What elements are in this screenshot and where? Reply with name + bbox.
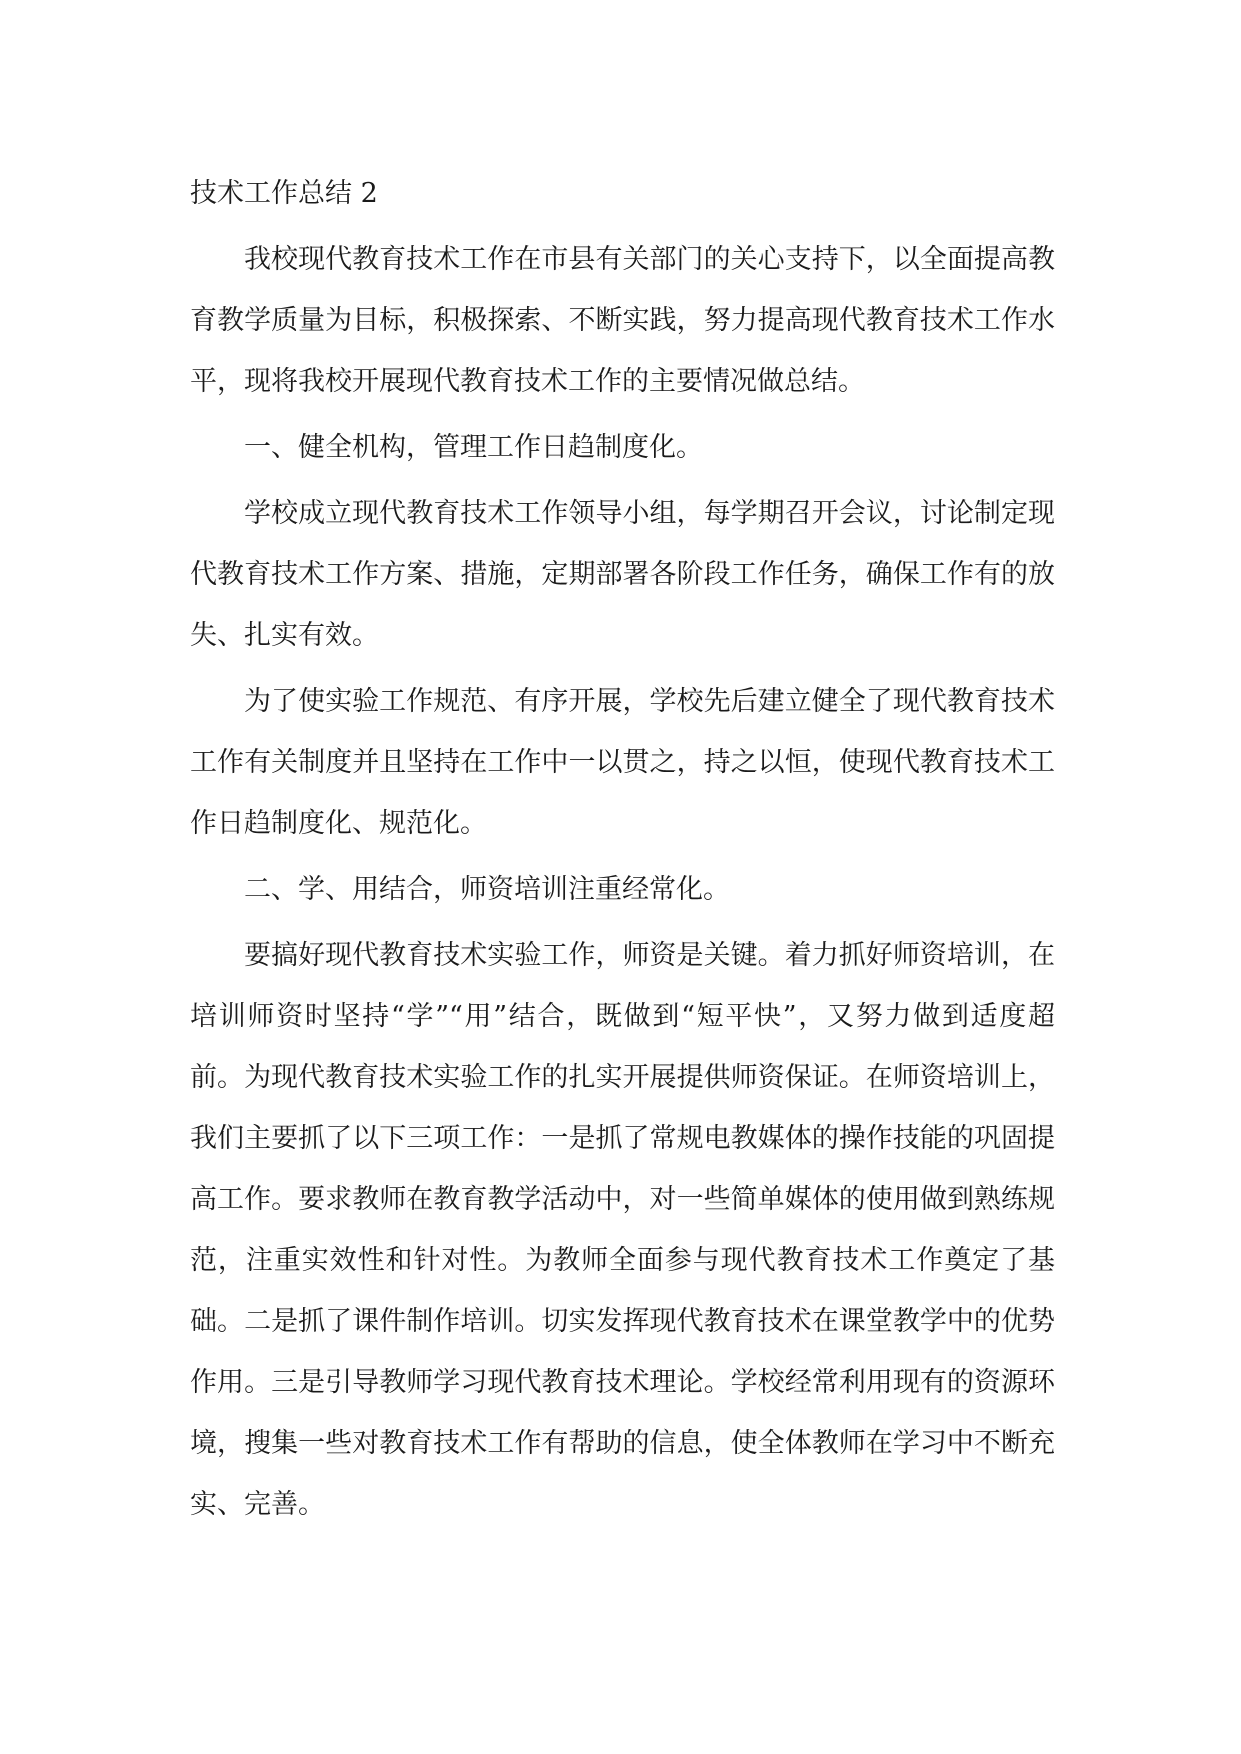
document-title: 技术工作总结 2 bbox=[190, 178, 378, 209]
document-body bbox=[190, 163, 1055, 1540]
section-heading-1: 一、健全机构，管理工作日趋制度化。 bbox=[244, 432, 703, 463]
paragraph-intro: 我校现代教育技术工作在市县有关部门的关心支持下，以全面提高教育教学质量为目标，积极探索、不断实践，努力提高现代教育技术工作水平，现将我校开展现代教育技术工作的主要情况做总结。 bbox=[190, 244, 1055, 397]
paragraph-regulations: 为了使实验工作规范、有序开展，学校先后建立健全了现代教育技术工作有关制度并且坚持在工作中一以贯之，持之以恒，使现代教育技术工作日趋制度化、规范化。 bbox=[190, 686, 1055, 839]
paragraph-teacher-training: 要搞好现代教育技术实验工作，师资是关键。着力抓好师资培训，在培训师资时坚持“学”“用”结合，既做到“短平快”，又努力做到适度超前。为现代教育技术实验工作的扎实开展提供师资保证。在师资培训上，我们主要抓了以下三项工作：一是抓了常规电教媒体的操作技能的巩固提高工作。要求教师在教育教学活动中，对一些简单媒体的使用做到熟练规范，注重实效性和针对性。为教师全面参与现代教育技术工作奠定了基础。二是抓了课件制作培训。切实发挥现代教育技术在课堂教学中的优势作用。三是引导教师学习现代教育技术理论。学校经常利用现有的资源环境，搜集一些对教育技术工作有帮助的信息，使全体教师在学习中不断充实、完善。 bbox=[190, 940, 1055, 1520]
paragraph-leadership-group: 学校成立现代教育技术工作领导小组，每学期召开会议，讨论制定现代教育技术工作方案、措施，定期部署各阶段工作任务，确保工作有的放失、扎实有效。 bbox=[190, 498, 1055, 651]
section-heading-2: 二、学、用结合，师资培训注重经常化。 bbox=[244, 874, 730, 905]
